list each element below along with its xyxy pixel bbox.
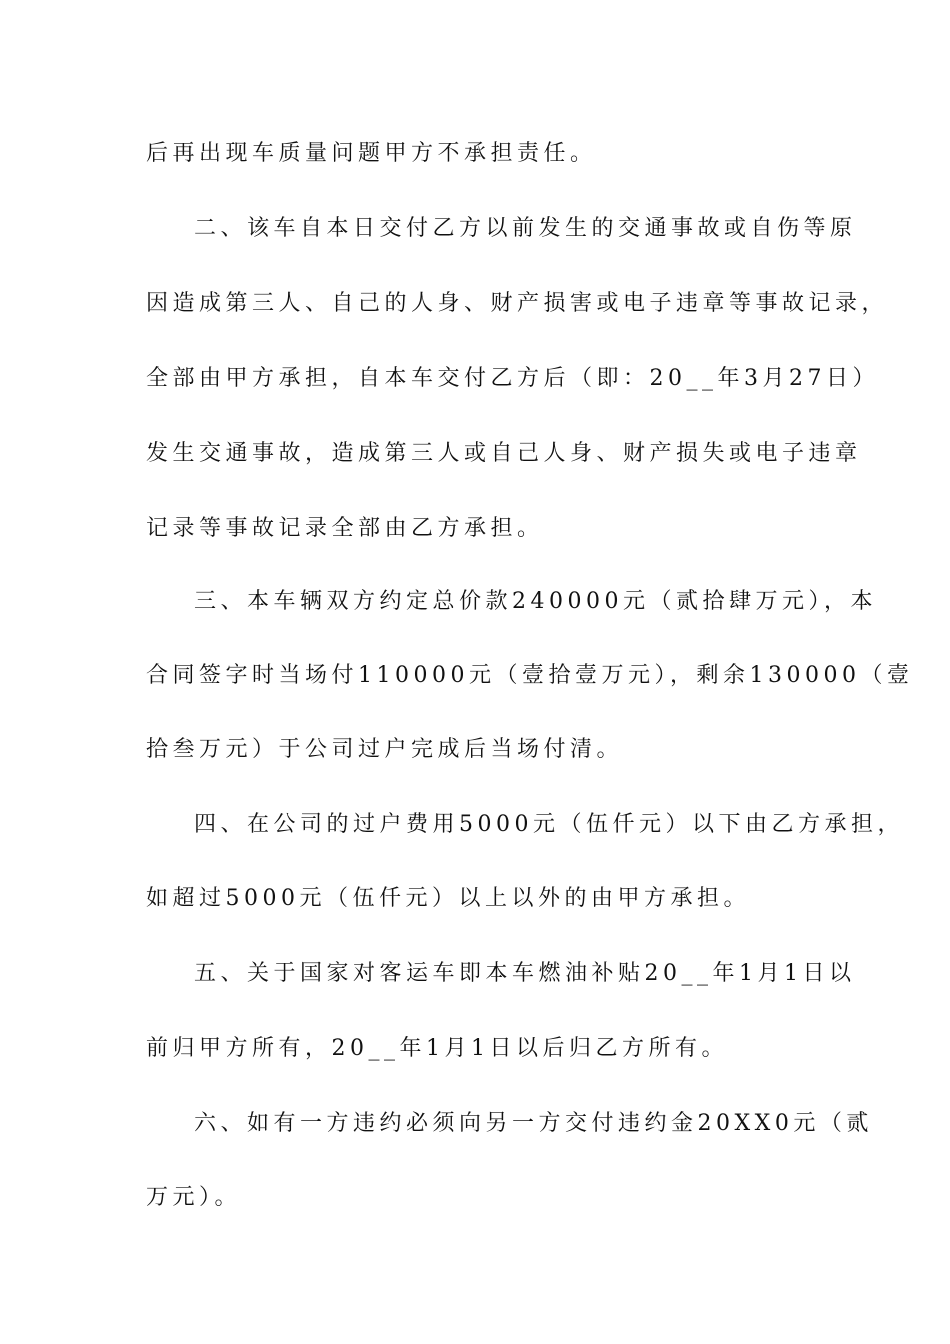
- paragraph-line-5: 发生交通事故，造成第三人或自己人身、财产损失或电子违章: [146, 441, 862, 466]
- paragraph-line-14: 六、如有一方违约必须向另一方交付违约金20XX0元（贰: [194, 1111, 873, 1136]
- paragraph-line-13: 前归甲方所有，20__年1月1日以后归乙方所有。: [146, 1036, 728, 1061]
- paragraph-line-10: 四、在公司的过户费用5000元（伍仟元）以下由乙方承担，: [194, 812, 904, 837]
- paragraph-line-15: 万元）。: [146, 1185, 242, 1210]
- paragraph-line-2: 二、该车自本日交付乙方以前发生的交通事故或自伤等原: [194, 216, 857, 241]
- paragraph-line-1: 后再出现车质量问题甲方不承担责任。: [146, 141, 597, 166]
- paragraph-line-4: 全部由甲方承担，自本车交付乙方后（即：20__年3月27日）: [146, 366, 879, 391]
- paragraph-line-3: 因造成第三人、自己的人身、财产损害或电子违章等事故记录，: [146, 291, 889, 316]
- paragraph-line-12: 五、关于国家对客运车即本车燃油补贴20__年1月1日以: [194, 961, 856, 986]
- paragraph-line-8: 合同签字时当场付110000元（壹拾壹万元），剩余130000（壹: [146, 663, 914, 688]
- paragraph-line-11: 如超过5000元（伍仟元）以上以外的由甲方承担。: [146, 886, 750, 911]
- paragraph-line-7: 三、本车辆双方约定总价款240000元（贰拾肆万元），本: [194, 589, 877, 614]
- paragraph-line-9: 拾叁万元）于公司过户完成后当场付清。: [146, 737, 624, 762]
- paragraph-line-6: 记录等事故记录全部由乙方承担。: [146, 516, 544, 541]
